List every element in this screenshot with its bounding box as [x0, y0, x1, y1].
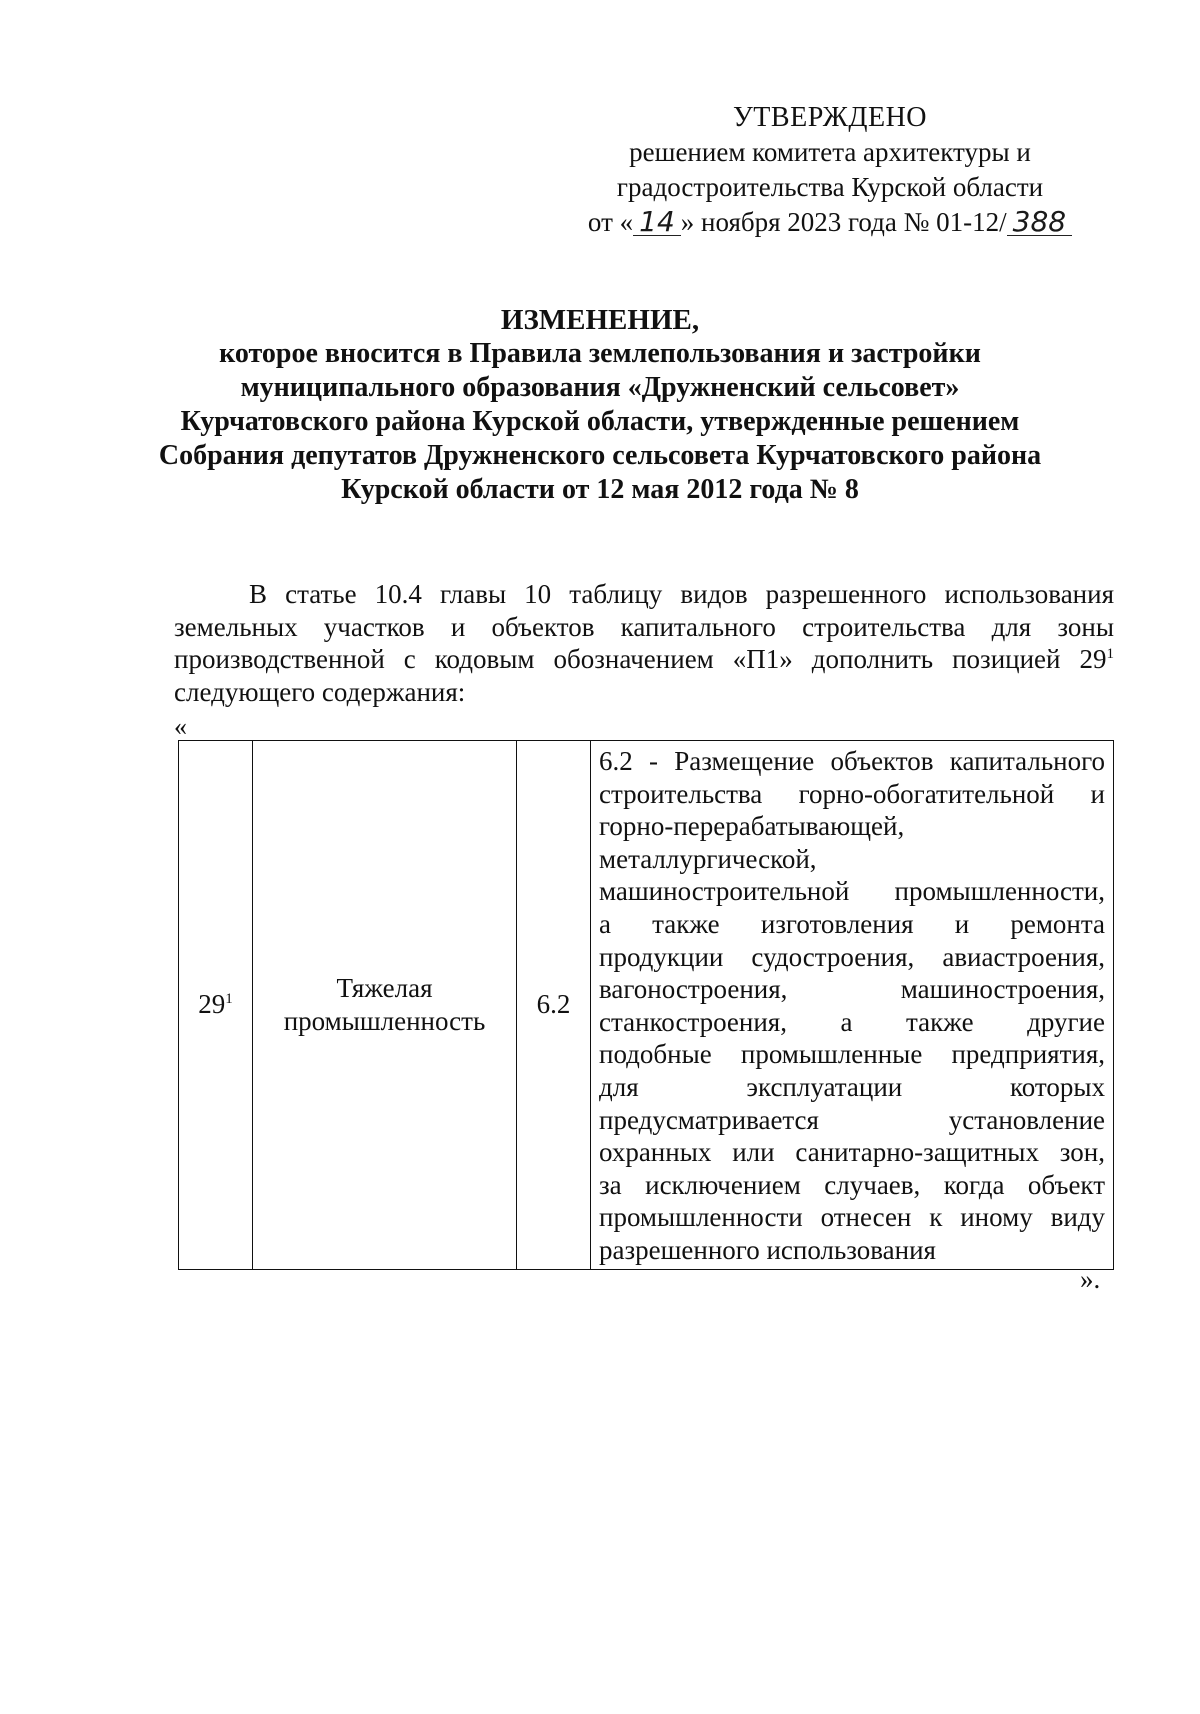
description-line: для эксплуатации которых [599, 1071, 1105, 1102]
paragraph-text: В статье 10.4 главы 10 таблицу видов разрешенного использования земельных участков и объектов капитального строительства для зоны производственной с кодовым обозначением «П1» дополнить позицией 29 [174, 579, 1114, 674]
description-line: машиностроительной промышленности, [599, 876, 1105, 907]
approval-date-line [560, 205, 1100, 240]
approval-line-2: градостроительства Курской области [616, 172, 1044, 202]
title-line-2: муниципального образования «Дружненский сельсовет» [240, 372, 960, 403]
description-line: металлургической, [599, 843, 817, 874]
title-line-4: Собрания депутатов Дружненского сельсовета Курчатовского района [158, 440, 1042, 471]
description-line: горно-перерабатывающей, [599, 811, 905, 842]
title-line-1: которое вносится в Правила землепользования и застройки [219, 338, 981, 369]
date-prefix: от « [587, 207, 634, 237]
title-main: ИЗМЕНЕНИЕ, [500, 304, 700, 336]
amendment-table [178, 740, 1114, 1270]
paragraph-end: следующего содержания: [174, 676, 466, 707]
row-number-cell [179, 741, 253, 1270]
row-number: 29 [198, 989, 226, 1020]
approval-line-1: решением комитета архитектуры и [629, 137, 1031, 167]
description-line: промышленности отнесен к иному виду [599, 1202, 1105, 1233]
description-line: предусматривается установление [599, 1104, 1105, 1135]
description-line: станкостроения, а также другие [599, 1006, 1105, 1037]
paragraph-sup: 1 [1106, 646, 1114, 662]
description-line: 6.2 - Размещение объектов капитального [599, 746, 1105, 776]
row-name-line-1: Тяжелая [336, 972, 433, 1003]
quote-open: « [174, 712, 187, 741]
body-paragraph [174, 578, 1114, 708]
title-line-5: Курской области от 12 мая 2012 года № 8 [341, 474, 859, 505]
document-title [100, 303, 1100, 507]
row-number-sup: 1 [225, 991, 233, 1008]
table-row [179, 741, 1114, 1270]
approval-block [560, 100, 1100, 240]
row-description-cell [591, 741, 1114, 1270]
description-line: а также изготовления и ремонта [599, 908, 1105, 939]
description-line: вагоностроения, машиностроения, [599, 974, 1105, 1005]
quote-close: ». [1080, 1264, 1101, 1294]
handwritten-doc-number: 388 [1007, 209, 1072, 236]
row-name-line-2: промышленность [283, 1005, 486, 1036]
description-line: разрешенного использования [599, 1234, 936, 1265]
row-name-cell [253, 741, 517, 1270]
description-line: продукции судостроения, авиастроения, [599, 941, 1105, 972]
row-code-cell: 6.2 [517, 741, 591, 1270]
handwritten-day: 14 [633, 209, 681, 236]
title-line-3: Курчатовского района Курской области, утвержденные решением [180, 406, 1020, 437]
description-line: строительства горно-обогатительной и [599, 778, 1105, 809]
description-line: охранных или санитарно-защитных зон, [599, 1137, 1105, 1168]
date-middle: » ноября 2023 года № 01-12/ [680, 207, 1007, 237]
description-line: подобные промышленные предприятия, [599, 1039, 1105, 1070]
approval-heading: УТВЕРЖДЕНО [732, 102, 928, 133]
description-line: за исключением случаев, когда объект [599, 1169, 1105, 1200]
